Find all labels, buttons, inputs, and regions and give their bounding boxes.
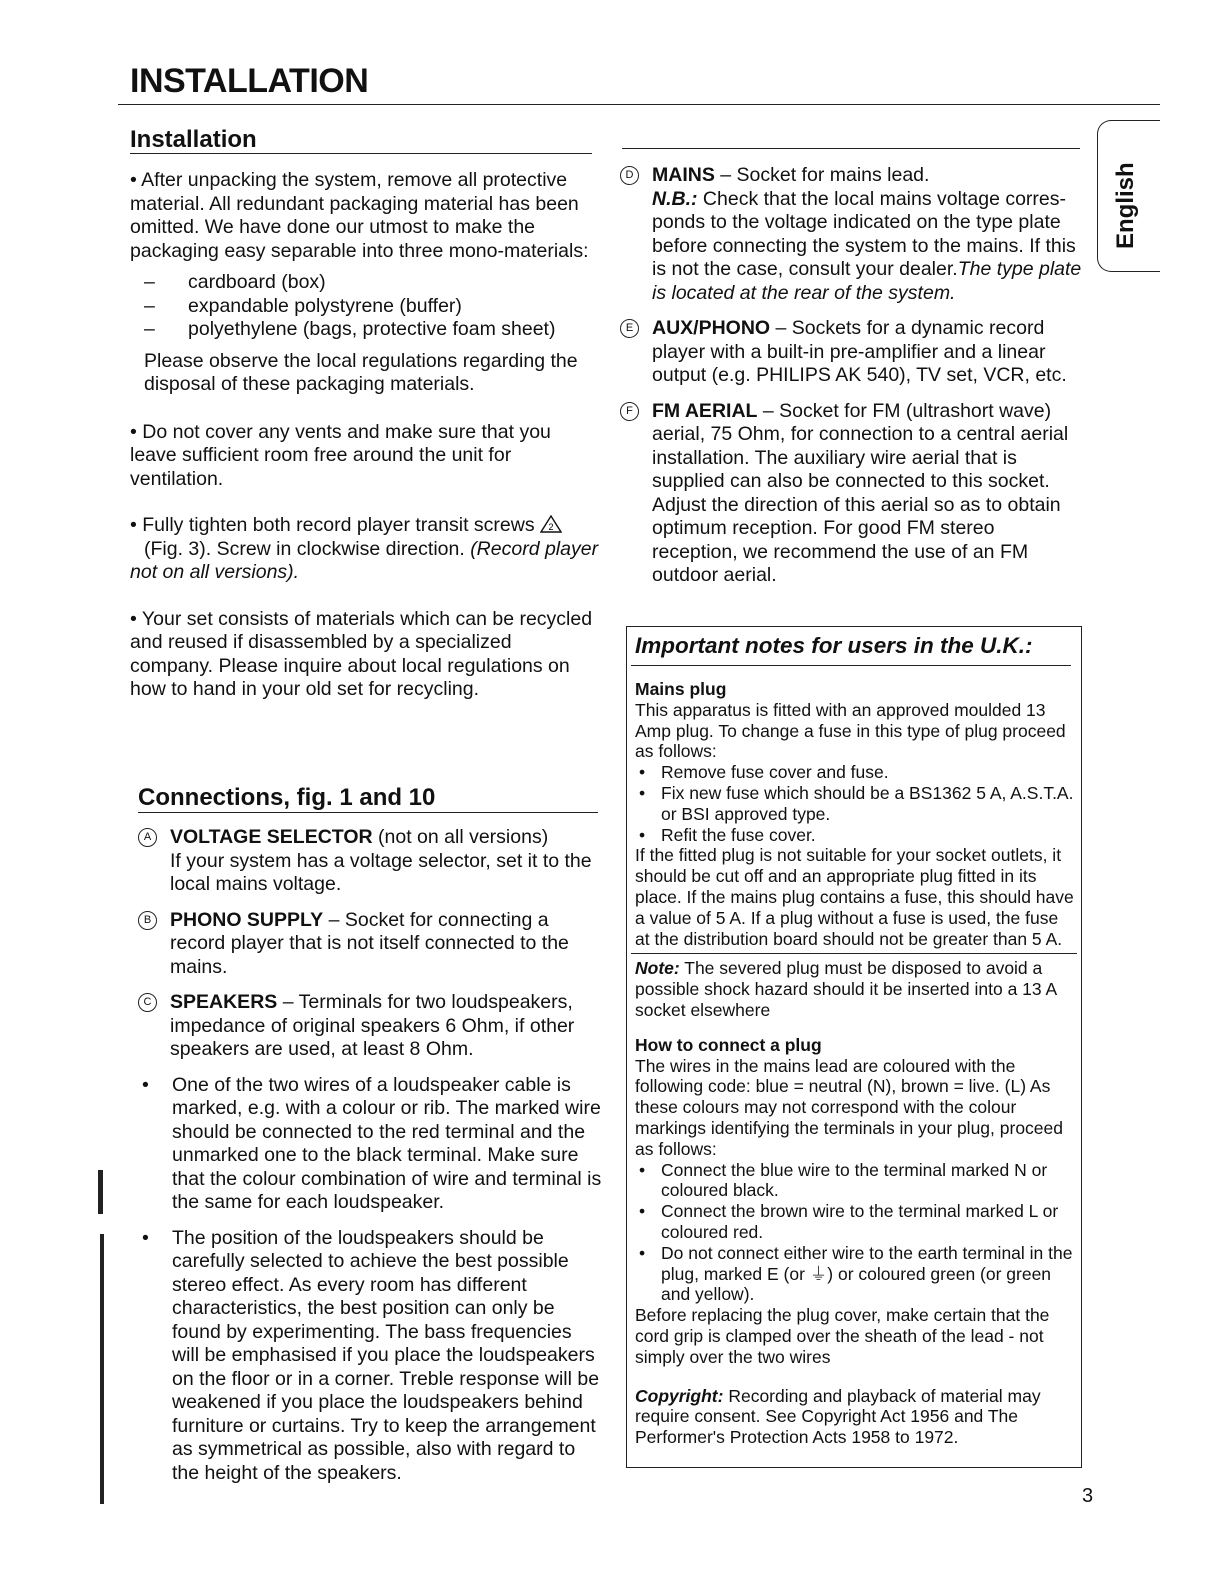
paragraph: If your system has a voltage selector, set it to the local mains voltage. (170, 849, 592, 895)
circled-letter-icon: C (138, 993, 157, 1012)
uk-notes-title: Important notes for users in the U.K.: (635, 633, 1033, 658)
materials-list (144, 271, 600, 342)
paragraph: Note: The severed plug must be disposed to avoid a possible shock hazard should it be inserted into a 13 A socket elsewhere (635, 958, 1057, 1020)
circled-letter-icon: E (620, 319, 639, 338)
paragraph: SPEAKERS – Terminals for two loudspeakers, impedance of original speakers 6 Ohm, if other speakers are used, at least 8 Ohm. (170, 991, 575, 1060)
note-divider (631, 953, 1077, 954)
connection-item-aux-phono (620, 317, 1082, 388)
paragraph: • After unpacking the system, remove all protective material. All redundant packaging material has been omitted. We have done our utmost to make the packaging easy separable into three mono-materials: (130, 169, 589, 262)
page-title: INSTALLATION (130, 62, 369, 100)
mains-plug-heading: Mains plug (635, 679, 727, 699)
speaker-bullet (138, 1074, 604, 1215)
circled-letter-icon: A (138, 828, 157, 847)
list-item: – expandable polystyrene (buffer) (144, 295, 600, 319)
connection-item-voltage-selector (138, 826, 604, 897)
list-item: • Do not connect either wire to the earth terminal in the plug, marked E (or ⏚) or coloured green (or green and yellow). (635, 1243, 1077, 1305)
circled-letter-icon: B (138, 911, 157, 930)
paragraph: If the fitted plug is not suitable for your socket outlets, it should be cut off and an appropriate plug fitted in its place. If the mains plug contains a fuse, this should have a value of 5 A. If a plug without a fuse is used, the fuse at the distribution board should not be greater than 5 A. (635, 845, 1074, 949)
wire-steps-list (635, 1160, 1077, 1306)
scan-mark (98, 1170, 103, 1214)
paragraph: AUX/PHONO – Sockets for a dynamic record player with a built-in pre-amplifier and a linear output (e.g. PHILIPS AK 540), TV set, VCR, etc. (652, 317, 1067, 386)
paragraph: The wires in the mains lead are coloured with the following code: blue = neutral (N), brown = live. (L) As these colours may not correspond with the colour markings identifying the terminals in your plug, proceed as follows: (635, 1055, 1063, 1159)
list-item: – polyethylene (bags, protective foam sheet) (144, 318, 600, 342)
list-item: • Fix new fuse which should be a BS1362 5 A, A.S.T.A. or BSI approved type. (635, 783, 1077, 825)
svg-text:2: 2 (548, 522, 554, 532)
connection-item-mains (620, 164, 1082, 305)
installation-heading: Installation (130, 126, 257, 153)
warning-icon (540, 515, 562, 533)
paragraph: • Your set consists of materials which can be recycled and reused if disassembled by a specialized company. Please inquire about local regulations on how to hand in your old set for recycling. (130, 607, 593, 700)
title-rule (118, 104, 1160, 105)
uk-notes-title-rule (631, 665, 1071, 666)
connection-item-speakers (138, 991, 604, 1062)
paragraph: • Do not cover any vents and make sure that you leave sufficient room free around the unit for ventilation. (130, 420, 551, 490)
installation-bullet (130, 169, 600, 397)
uk-notes-box (626, 626, 1082, 1468)
paragraph: Please observe the local regulations regarding the disposal of these packaging materials. (144, 349, 578, 395)
paragraph: VOLTAGE SELECTOR (not on all versions) (170, 826, 549, 848)
uk-notes-body (635, 679, 1077, 1448)
paragraph: FM AERIAL – Socket for FM (ultrashort wave) aerial, 75 Ohm, for connection to a central aerial installation. The auxiliary wire aerial that is supplied can also be connected to this socket. Adjust the direction of this aerial so as to obtain optimum reception. For good FM stereo reception, we recommend the use of an FM outdoor aerial. (652, 399, 1069, 586)
connect-plug-heading: How to connect a plug (635, 1034, 822, 1055)
scan-mark (100, 1234, 104, 1504)
fuse-steps-list (635, 762, 1077, 845)
circled-letter-icon: F (620, 402, 639, 421)
speaker-bullet (138, 1227, 604, 1486)
right-column-body (620, 164, 1082, 588)
paragraph: • Fully tighten both record player transit screws 2 (Fig. 3). Screw in clockwise direction. (Record player not on all versions). (130, 514, 599, 583)
paragraph: This apparatus is fitted with an approved moulded 13 Amp plug. To change a fuse in this type of plug proceed as follows: (635, 699, 1066, 762)
connections-heading-rule (138, 812, 598, 813)
list-item: – cardboard (box) (144, 271, 600, 295)
list-item: • Connect the blue wire to the terminal marked N or coloured black. (635, 1160, 1077, 1202)
right-column-rule (622, 148, 1080, 149)
language-tab-label: English (1112, 162, 1139, 249)
connections-heading: Connections, fig. 1 and 10 (138, 784, 436, 811)
paragraph: PHONO SUPPLY – Socket for connecting a record player that is not itself connected to the mains. (170, 908, 569, 978)
connection-item-fm-aerial (620, 400, 1082, 588)
language-tab (1097, 120, 1160, 272)
installation-bullet (130, 608, 600, 702)
installation-bullet (130, 514, 600, 585)
paragraph: MAINS – Socket for mains lead. (652, 164, 930, 186)
paragraph: Copyright: Recording and playback of material may require consent. See Copyright Act 1956 and The Performer's Protection Acts 1958 to 1972. (635, 1385, 1041, 1448)
page-number: 3 (1082, 1485, 1094, 1507)
installation-bullet (130, 421, 600, 492)
installation-body (130, 169, 600, 702)
list-item: • Remove fuse cover and fuse. (635, 762, 1077, 783)
paragraph: N.B.: Check that the local mains voltage corres- ponds to the voltage indicated on the type plate before connecting the system to the mains. If this is not the case, consult your dealer.The type plate is located at the rear of the system. (652, 187, 1082, 304)
circled-letter-icon: D (620, 166, 639, 185)
paragraph: • One of the two wires of a loudspeaker cable is marked, e.g. with a colour or rib. The marked wire should be connected to the red terminal and the unmarked one to the black terminal. Make sure that the colour combination of wire and terminal is the same for each loudspeaker. (172, 1073, 602, 1213)
installation-heading-rule (130, 153, 592, 154)
paragraph: • The position of the loudspeakers should be carefully selected to achieve the best possible stereo effect. As every room has different characteristics, the best position can only be found by experimenting. The bass frequencies will be emphasised if you place the loudspeakers on the floor or in a corner. Treble response will be weakened if you place the loudspeakers behind furniture or curtains. Try to keep the arrangement as symmetrical as possible, also with regard to the height of the speakers. (172, 1226, 600, 1484)
list-item: • Connect the brown wire to the terminal marked L or coloured red. (635, 1201, 1077, 1243)
list-item: • Refit the fuse cover. (635, 825, 1077, 846)
connection-item-phono-supply (138, 909, 604, 980)
paragraph: Before replacing the plug cover, make certain that the cord grip is clamped over the sheath of the lead - not simply over the two wires (635, 1305, 1050, 1367)
connections-body (138, 826, 604, 1485)
